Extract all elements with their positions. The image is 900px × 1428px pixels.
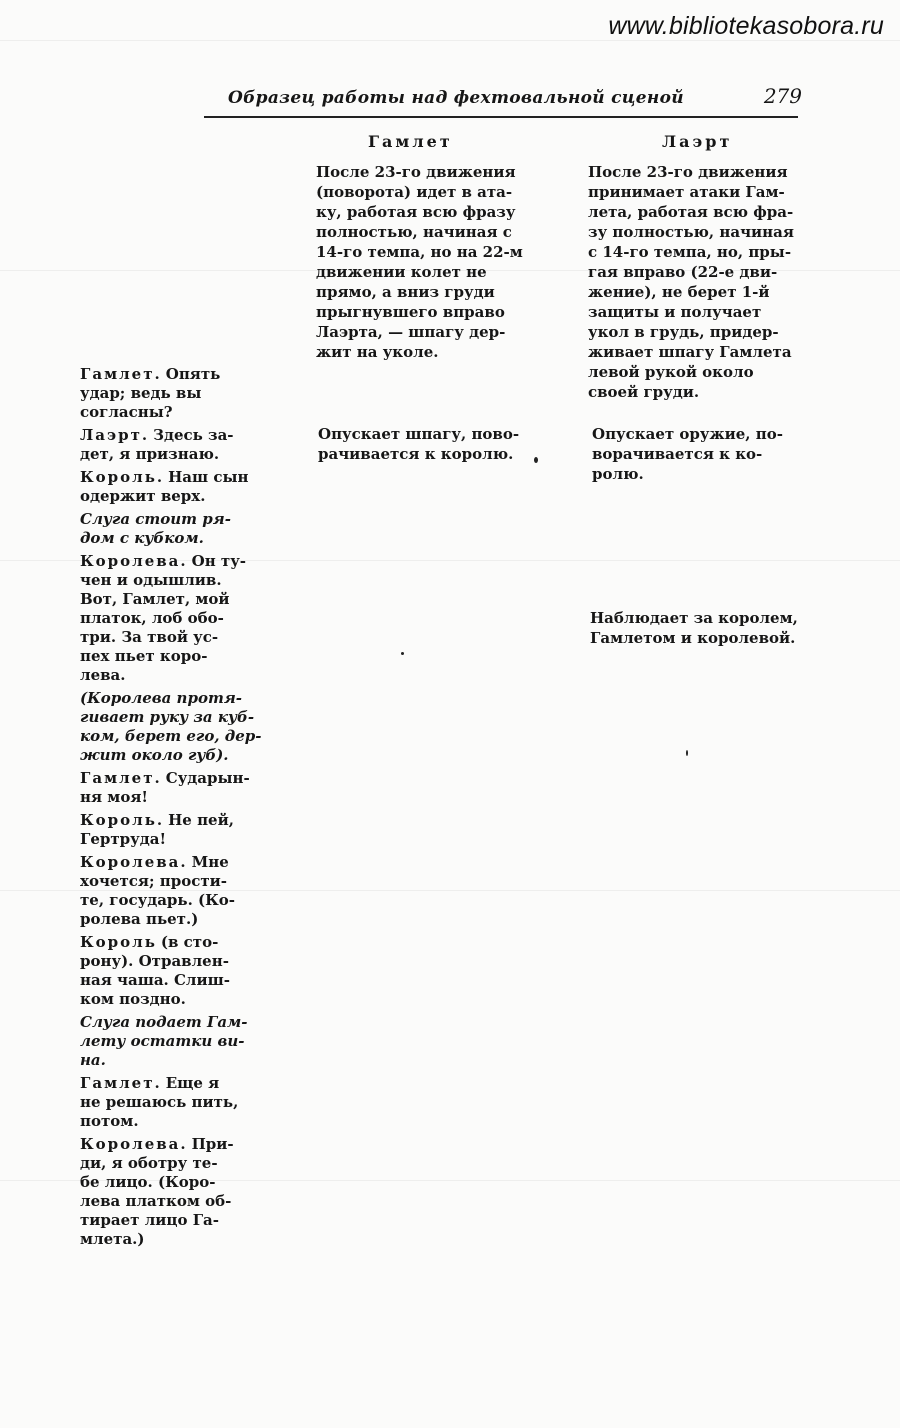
hamlet-action-2: Опускает шпагу, пово- рачивается к королю.: [318, 425, 520, 463]
speaker-name: Гамлет.: [80, 1074, 162, 1092]
speaker-name: Королева.: [80, 552, 188, 570]
stage-direction: Слуга стоит ря- дом с кубком.: [80, 510, 231, 547]
header-rule: [204, 116, 798, 118]
speaker-name: Королева.: [80, 1135, 188, 1153]
dialogue-line: [80, 933, 262, 1009]
dialogue-line: [80, 811, 262, 849]
stage-direction: Слуга подает Гам- лету остатки ви- на.: [80, 1013, 248, 1069]
column-heading-laertes: Лаэрт: [662, 132, 733, 151]
dialogue-line: [80, 853, 262, 929]
laertes-action-2: Опускает оружие, по- ворачивается к ко- ролю.: [592, 425, 783, 483]
dialogue-line: [80, 426, 262, 464]
ink-speck: [534, 457, 538, 463]
speaker-name: Король.: [80, 811, 165, 829]
laertes-action-3: Наблюдает за королем, Гамлетом и королевой.: [590, 609, 798, 647]
running-header: [228, 84, 802, 120]
running-title: Образец работы над фехтовальной сценой: [228, 88, 684, 108]
line-text: При- ди, я оботру те- бе лицо. (Коро- лева платком об- тирает лицо Га- млета.): [80, 1135, 234, 1248]
line-text: Не пей, Гертруда!: [80, 811, 234, 848]
dialogue-column: [80, 365, 262, 1253]
line-text: Здесь за- дет, я признаю.: [80, 426, 234, 463]
line-text: Он ту- чен и одышлив. Вот, Гамлет, мой платок, лоб обо- три. За твой ус- пех пьет коро- лева.: [80, 552, 247, 684]
line-text: Опять удар; ведь вы согласны?: [80, 365, 221, 421]
dialogue-line: [80, 365, 262, 422]
dialogue-line: [80, 769, 262, 807]
line-text: Наш сын одержит верх.: [80, 468, 249, 505]
dialogue-line: [80, 552, 262, 685]
speaker-name: Король.: [80, 468, 165, 486]
hamlet-action-1: После 23-го движения (поворота) идет в ата- ку, работая всю фразу полностью, начиная с 14-го темпа, но на 22-м движении колет не прямо, а вниз груди прыгнувшего вправо Лаэрта, — шпагу дер- жит на уколе.: [316, 163, 523, 361]
speaker-name: Гамлет.: [80, 769, 162, 787]
page-number: 279: [763, 84, 802, 108]
line-text: Мне хочется; прости- те, государь. (Ко- ролева пьет.): [80, 853, 236, 928]
dialogue-line: [80, 1074, 262, 1131]
line-text: (в сто- рону). Отравлен- ная чаша. Слиш- ком поздно.: [80, 933, 230, 1008]
speaker-name: Лаэрт.: [80, 426, 150, 444]
stage-direction: (Королева протя- гивает руку за куб- ком, берет его, дер- жит около губ).: [80, 689, 262, 764]
line-text: Еще я не решаюсь пить, потом.: [80, 1074, 239, 1130]
ink-speck: [686, 750, 688, 756]
speaker-name: Гамлет.: [80, 365, 162, 383]
site-watermark[interactable]: www.bibliotekasobora.ru: [608, 12, 884, 40]
line-text: Сударын- ня моя!: [80, 769, 250, 806]
dialogue-line: [80, 1135, 262, 1249]
laertes-action-1: После 23-го движения принимает атаки Гам- лета, работая всю фра- зу полностью, начиная с 14-го темпа, но, пры- гая вправо (22-е дви- жение), не берет 1-й защиты и получает укол в грудь, придер- живает шпагу Гамлета левой рукой около своей груди.: [588, 163, 794, 401]
speaker-name: Король: [80, 933, 157, 951]
dialogue-line: [80, 468, 262, 506]
speaker-name: Королева.: [80, 853, 188, 871]
column-heading-hamlet: Гамлет: [368, 132, 453, 151]
ink-speck: [401, 652, 404, 655]
